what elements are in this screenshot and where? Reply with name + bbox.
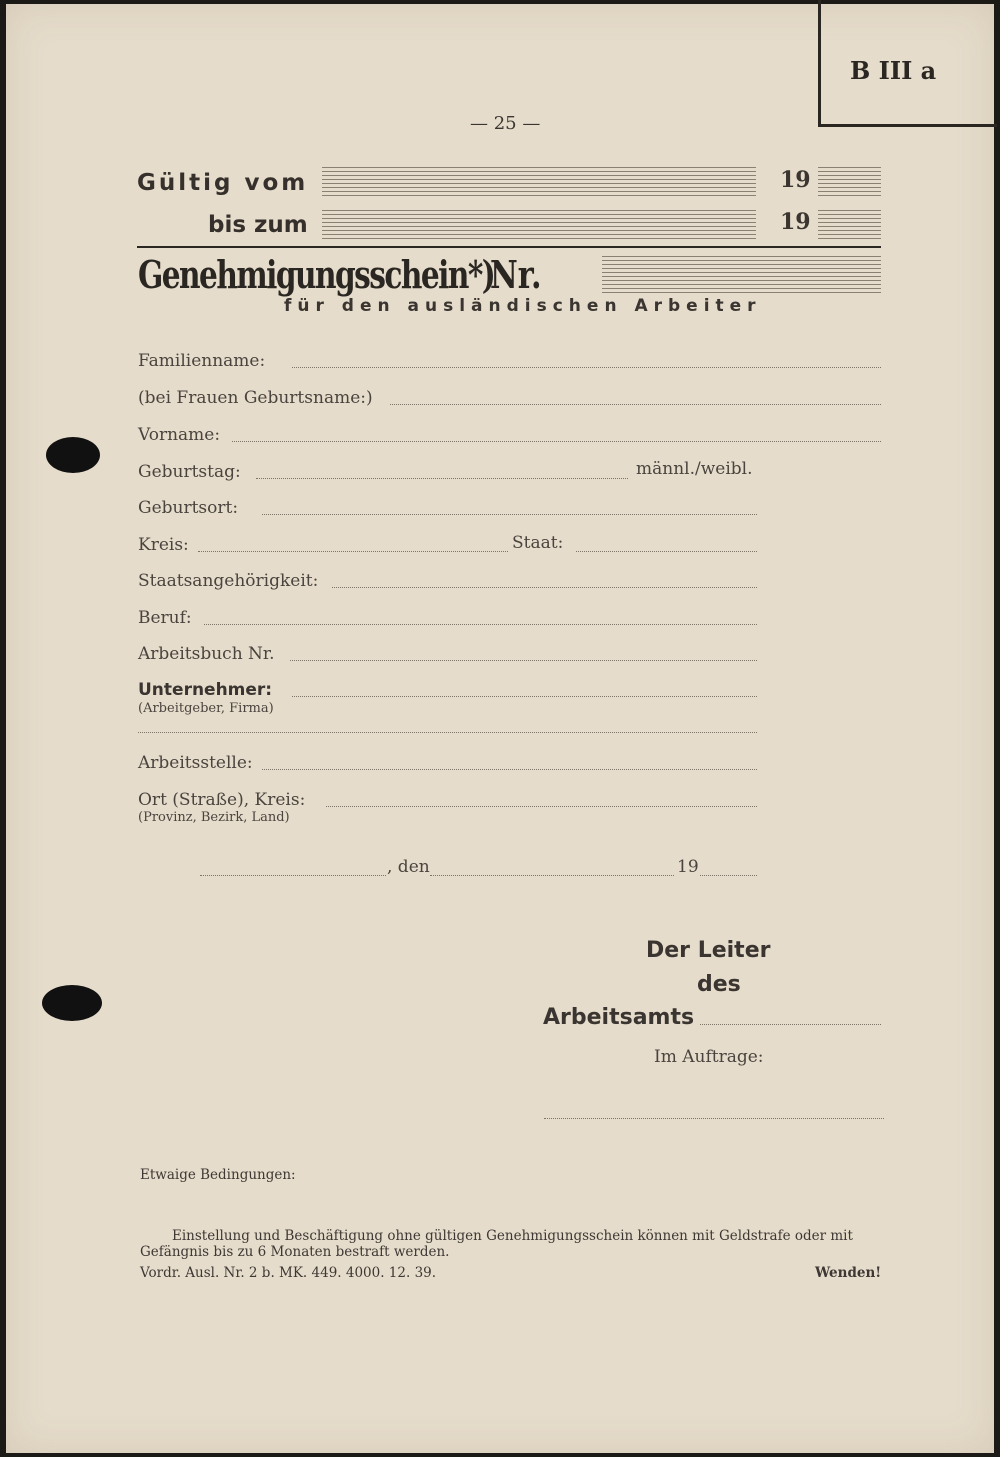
valid-from-year-field[interactable] [818, 164, 881, 198]
punch-hole-top [46, 437, 100, 473]
place-field[interactable] [200, 874, 386, 876]
signature-office-field[interactable] [700, 1023, 881, 1025]
page-number: — 25 — [470, 113, 541, 134]
signature-line3: Arbeitsamts [543, 1005, 695, 1030]
document-subtitle: für den ausländischen Arbeiter [284, 296, 762, 316]
header-rule [137, 246, 881, 248]
birthday-label: Geburtstag: [138, 462, 241, 482]
location-note: (Provinz, Bezirk, Land) [138, 810, 290, 825]
signature-line2: des [697, 972, 741, 997]
birth-name-label: (bei Frauen Geburtsname:) [138, 388, 373, 408]
profession-field[interactable] [204, 623, 757, 625]
citizenship-field[interactable] [332, 586, 757, 588]
valid-until-year-field[interactable] [818, 207, 881, 241]
document-title: Genehmigungsschein*) [138, 252, 495, 297]
employer-label: Unternehmer: [138, 680, 273, 700]
employer-note: (Arbeitgeber, Firma) [138, 701, 274, 716]
valid-from-year-prefix: 19 [780, 167, 811, 193]
birthplace-field[interactable] [262, 513, 757, 515]
gender-label: männl./weibl. [636, 459, 753, 479]
date-den-label: , den [387, 857, 430, 877]
print-reference: Vordr. Ausl. Nr. 2 b. MK. 449. 4000. 12. 39. [140, 1265, 437, 1281]
district-field[interactable] [198, 550, 508, 552]
birthday-field[interactable] [256, 477, 628, 479]
warning-line1: Einstellung und Beschäftigung ohne gültigen Genehmigungsschein können mit Geldstrafe oder mit [172, 1228, 853, 1244]
family-name-field[interactable] [292, 366, 881, 368]
family-name-label: Familienname: [138, 351, 266, 371]
employer-field[interactable] [292, 695, 757, 697]
location-field[interactable] [326, 805, 757, 807]
punch-hole-bottom [42, 985, 102, 1021]
profession-label: Beruf: [138, 608, 192, 628]
number-label: Nr. [490, 252, 542, 297]
district-label: Kreis: [138, 535, 189, 555]
first-name-field[interactable] [232, 440, 881, 442]
date-year-field[interactable] [700, 874, 757, 876]
signature-line1: Der Leiter [646, 938, 771, 963]
workplace-field[interactable] [262, 768, 757, 770]
valid-until-year-prefix: 19 [780, 209, 811, 235]
conditions-label: Etwaige Bedingungen: [140, 1167, 296, 1183]
citizenship-label: Staatsangehörigkeit: [138, 571, 319, 591]
turn-over-label: Wenden! [815, 1265, 882, 1281]
number-field[interactable] [602, 253, 881, 293]
birthplace-label: Geburtsort: [138, 498, 239, 518]
workplace-label: Arbeitsstelle: [138, 753, 253, 773]
signature-field[interactable] [544, 1117, 884, 1119]
date-field[interactable] [430, 874, 674, 876]
birth-name-field[interactable] [390, 403, 881, 405]
date-year-prefix: 19 [677, 857, 699, 877]
employer-field-line2[interactable] [138, 731, 757, 733]
on-behalf-label: Im Auftrage: [654, 1047, 764, 1067]
form-code: B III a [850, 56, 937, 85]
valid-until-field[interactable] [322, 207, 756, 241]
first-name-label: Vorname: [138, 425, 221, 445]
location-label: Ort (Straße), Kreis: [138, 790, 306, 810]
state-field[interactable] [576, 550, 757, 552]
state-label: Staat: [512, 533, 564, 553]
warning-line2: Gefängnis bis zu 6 Monaten bestraft werden. [140, 1244, 450, 1260]
valid-from-field[interactable] [322, 164, 756, 198]
valid-until-label: bis zum [208, 212, 308, 238]
workbook-field[interactable] [290, 659, 757, 661]
valid-from-label: Gültig vom [137, 170, 309, 196]
workbook-label: Arbeitsbuch Nr. [138, 644, 275, 664]
